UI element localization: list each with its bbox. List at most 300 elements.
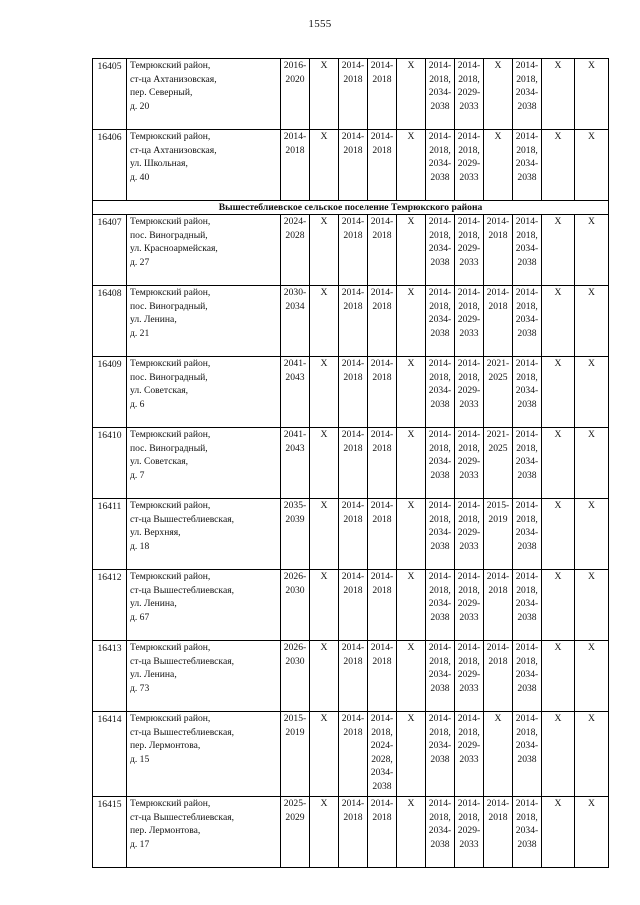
cell-c7 [426,357,455,428]
cell-line: 2014- [341,429,365,440]
cell-line: 2034- [428,243,452,255]
cell-c11 [542,797,575,868]
cell-c11 [542,215,575,286]
row-number: 16415 [93,797,127,868]
table-row [93,130,609,201]
cell-line: 2029- [457,385,481,397]
cell-line: Х [407,131,415,142]
cell-c6 [397,286,426,357]
cell-c7 [426,570,455,641]
cell-line: Х [494,713,502,724]
cell-line: 2029- [457,243,481,255]
cell-c4 [339,570,368,641]
cell-line: 2018, [458,811,480,823]
cell-line: 2014- [457,358,481,369]
cell-c12 [575,215,609,286]
cell-c4 [339,797,368,868]
cell-line: 2018 [343,726,363,738]
cell-line: 2014- [370,60,394,71]
cell-line: Х [320,358,328,369]
cell-line: 2018, [458,229,480,241]
cell-line: 2014- [428,500,452,511]
cell-line: Темрюкский район, [130,131,211,142]
cell-line: 2030- [283,287,307,298]
cell-line: 2018, [516,442,538,454]
cell-line: 2034- [515,825,539,837]
cell-c3 [310,641,339,712]
cell-line: 2033 [459,611,479,623]
cell-line: 2038 [517,611,537,623]
cell-line: 2018 [488,584,508,596]
cell-period [281,357,310,428]
cell-line: д. 7 [130,469,145,481]
cell-c8 [455,130,484,201]
cell-c5 [368,641,397,712]
cell-line: ст-ца Вышестеблиевская, [130,513,235,525]
table-row [93,286,609,357]
cell-c11 [542,428,575,499]
cell-c5 [368,499,397,570]
cell-line: 2014- [370,287,394,298]
cell-line: 2034- [515,527,539,539]
cell-line: Х [320,216,328,227]
cell-line: 2025- [283,798,307,809]
cell-line: Темрюкский район, [130,358,211,369]
cell-c6 [397,215,426,286]
cell-line: ул. Красноармейская, [130,243,218,255]
cell-line: 2034- [428,314,452,326]
housing-repair-schedule-table [92,58,609,868]
cell-line: д. 6 [130,398,145,410]
cell-c4 [339,712,368,797]
cell-line: 2014- [428,642,452,653]
cell-line: 2038 [517,540,537,552]
cell-line: 2034 [285,300,305,312]
cell-line: ул. Советская, [130,385,189,397]
cell-period [281,797,310,868]
cell-line: Х [320,642,328,653]
cell-line: 2030 [285,584,305,596]
cell-line: 2018, [516,371,538,383]
cell-line: 2014- [428,798,452,809]
cell-line: 2014- [457,429,481,440]
page-number: 1555 [308,18,332,30]
cell-line: Х [407,216,415,227]
cell-line: Х [320,571,328,582]
cell-line: 2014- [370,713,394,724]
cell-c12 [575,130,609,201]
cell-line: 2030 [285,655,305,667]
cell-c7 [426,797,455,868]
cell-line: 2018, [516,144,538,156]
cell-line: 2038 [430,838,450,850]
cell-line: Х [588,358,595,369]
cell-line: 2018, [429,371,451,383]
cell-c9 [484,499,513,570]
cell-line: 2018 [372,300,392,312]
cell-c11 [542,570,575,641]
cell-line: 2024- [283,216,307,227]
cell-line: 2038 [517,838,537,850]
cell-line: Х [494,131,502,142]
cell-c9 [484,797,513,868]
cell-line: 2014- [428,287,452,298]
cell-line: Х [554,358,562,369]
cell-line: Темрюкский район, [130,429,211,440]
cell-line: Х [554,60,562,71]
cell-c9 [484,570,513,641]
cell-line: ст-ца Ахтанизовская, [130,73,217,85]
cell-line: 2034- [428,87,452,99]
cell-line: д. 73 [130,682,150,694]
cell-c6 [397,712,426,797]
cell-line: 2018 [372,584,392,596]
row-address [127,712,281,797]
cell-line: 2034- [370,767,394,779]
cell-line: ст-ца Вышестеблиевская, [130,726,235,738]
cell-line: 2018 [488,300,508,312]
cell-line: 2033 [459,838,479,850]
section-header-row [93,201,609,215]
cell-line: 2038 [430,256,450,268]
row-address [127,428,281,499]
cell-line: 2018 [343,655,363,667]
table-row [93,428,609,499]
cell-c8 [455,428,484,499]
cell-period [281,641,310,712]
cell-period [281,59,310,130]
cell-period [281,215,310,286]
cell-c12 [575,357,609,428]
cell-c9 [484,712,513,797]
row-number: 16412 [93,570,127,641]
cell-line: Х [407,500,415,511]
cell-line: 2014- [370,131,394,142]
cell-line: ст-ца Вышестеблиевская, [130,655,235,667]
cell-line: 2018 [343,513,363,525]
cell-line: 2029- [457,527,481,539]
cell-line: 2033 [459,256,479,268]
cell-line: Х [554,798,562,809]
cell-line: 2029- [457,158,481,170]
cell-line: Х [588,500,595,511]
row-number: 16407 [93,215,127,286]
cell-c9 [484,286,513,357]
cell-line: 2014- [515,216,539,227]
cell-line: 2019 [285,726,305,738]
cell-line: 2034- [428,456,452,468]
row-address [127,797,281,868]
cell-line: пос. Виноградный, [130,442,208,454]
table-row [93,570,609,641]
cell-line: 2014- [486,642,510,653]
cell-c10 [513,357,542,428]
cell-c12 [575,428,609,499]
cell-line: 2014- [457,642,481,653]
cell-c3 [310,130,339,201]
cell-c11 [542,130,575,201]
cell-line: 2029- [457,825,481,837]
cell-line: 2014- [428,60,452,71]
cell-line: 2038 [372,780,392,792]
cell-line: ст-ца Вышестеблиевская, [130,811,235,823]
cell-line: 2014- [428,713,452,724]
cell-line: 2034- [428,527,452,539]
cell-line: 2014- [457,287,481,298]
row-number: 16406 [93,130,127,201]
cell-period [281,130,310,201]
cell-c4 [339,286,368,357]
cell-line: д. 18 [130,540,150,552]
cell-c4 [339,641,368,712]
cell-line: 2034- [428,598,452,610]
cell-line: 2018 [488,655,508,667]
cell-line: 2015- [283,713,307,724]
cell-line: 2034- [515,456,539,468]
cell-c9 [484,130,513,201]
cell-line: 2014- [515,131,539,142]
cell-line: 2014- [515,287,539,298]
cell-line: 2018, [516,726,538,738]
cell-line: 2038 [517,682,537,694]
cell-line: 2029- [457,598,481,610]
cell-line: 2018, [429,584,451,596]
cell-c4 [339,357,368,428]
cell-line: 2014- [457,60,481,71]
cell-period [281,712,310,797]
cell-line: 2033 [459,753,479,765]
cell-line: 2018 [343,229,363,241]
cell-line: 2014- [341,216,365,227]
cell-line: Темрюкский район, [130,500,211,511]
cell-line: 2038 [430,327,450,339]
cell-period [281,499,310,570]
cell-line: Темрюкский район, [130,798,211,809]
cell-line: Х [588,642,595,653]
cell-line: 2041- [283,429,307,440]
cell-line: Х [554,287,562,298]
cell-line: 2018, [458,726,480,738]
cell-line: 2034- [428,825,452,837]
cell-line: 2014- [283,131,307,142]
cell-line: Х [554,216,562,227]
cell-line: 2015- [486,500,510,511]
cell-c10 [513,130,542,201]
cell-c5 [368,712,397,797]
cell-line: 2014- [428,131,452,142]
cell-c6 [397,797,426,868]
row-number: 16413 [93,641,127,712]
cell-line: 2018, [516,300,538,312]
cell-c6 [397,357,426,428]
cell-period [281,286,310,357]
cell-line: 2038 [517,469,537,481]
cell-line: 2018 [343,73,363,85]
row-address [127,357,281,428]
cell-line: 2018 [372,371,392,383]
cell-line: Темрюкский район, [130,216,211,227]
cell-line: 2018 [343,442,363,454]
cell-c5 [368,215,397,286]
cell-line: Х [554,131,562,142]
cell-line: 2018, [516,229,538,241]
cell-line: 2034- [515,385,539,397]
cell-line: д. 67 [130,611,150,623]
cell-c6 [397,641,426,712]
cell-c7 [426,130,455,201]
cell-line: 2018, [458,371,480,383]
cell-line: 2018 [372,513,392,525]
cell-line: Х [588,571,595,582]
cell-line: 2038 [430,540,450,552]
cell-c8 [455,712,484,797]
cell-line: 2014- [486,571,510,582]
cell-c4 [339,59,368,130]
cell-line: 2033 [459,682,479,694]
cell-line: 2014- [370,500,394,511]
cell-c10 [513,286,542,357]
table-row [93,641,609,712]
table-row [93,499,609,570]
cell-c12 [575,641,609,712]
cell-line: Х [320,713,328,724]
cell-c12 [575,499,609,570]
cell-line: 2038 [430,100,450,112]
cell-line: 2014- [515,60,539,71]
cell-line: Х [554,429,562,440]
cell-line: 2014- [457,216,481,227]
cell-line: 2043 [285,442,305,454]
cell-line: 2034- [515,87,539,99]
table-row [93,357,609,428]
cell-line: 2018, [516,811,538,823]
cell-line: 2018 [343,300,363,312]
cell-c5 [368,357,397,428]
cell-c8 [455,570,484,641]
cell-line: 2014- [428,429,452,440]
cell-line: 2029- [457,669,481,681]
cell-line: Темрюкский район, [130,571,211,582]
cell-line: 2014- [457,131,481,142]
cell-c3 [310,357,339,428]
cell-line: 2014- [370,571,394,582]
cell-line: 2038 [430,171,450,183]
cell-line: 2018, [458,442,480,454]
cell-c3 [310,570,339,641]
cell-line: 2026- [283,642,307,653]
cell-line: 2034- [428,740,452,752]
cell-c7 [426,499,455,570]
cell-line: 2018, [458,144,480,156]
cell-line: Х [320,798,328,809]
cell-line: 2018 [372,811,392,823]
cell-c9 [484,641,513,712]
cell-line: 2029 [285,811,305,823]
cell-line: 2021- [486,358,510,369]
cell-line: 2014- [457,798,481,809]
cell-c12 [575,286,609,357]
cell-c9 [484,357,513,428]
cell-c10 [513,428,542,499]
cell-line: 2014- [515,429,539,440]
cell-line: пер. Лермонтова, [130,740,201,752]
cell-line: 2038 [517,753,537,765]
cell-line: ул. Советская, [130,456,189,468]
cell-line: 2034- [515,598,539,610]
cell-line: 2025 [488,371,508,383]
cell-line: ул. Ленина, [130,314,177,326]
cell-line: 2018, [516,655,538,667]
cell-c3 [310,215,339,286]
cell-c5 [368,428,397,499]
cell-line: ст-ца Вышестеблиевская, [130,584,235,596]
cell-line: д. 27 [130,256,150,268]
cell-c5 [368,797,397,868]
cell-line: 2014- [370,429,394,440]
cell-line: 2018, [429,442,451,454]
cell-c7 [426,286,455,357]
cell-line: 2029- [457,87,481,99]
cell-c10 [513,570,542,641]
row-number: 16405 [93,59,127,130]
cell-line: 2038 [517,256,537,268]
cell-line: 2014- [341,500,365,511]
table-row [93,797,609,868]
cell-line: ул. Школьная, [130,158,188,170]
cell-line: 2018 [285,144,305,156]
cell-line: 2014- [515,798,539,809]
cell-c11 [542,499,575,570]
cell-line: Х [588,429,595,440]
cell-c8 [455,215,484,286]
cell-c11 [542,59,575,130]
cell-line: 2033 [459,398,479,410]
cell-line: 2014- [486,216,510,227]
cell-c11 [542,641,575,712]
cell-c8 [455,286,484,357]
cell-c5 [368,286,397,357]
cell-line: ст-ца Ахтанизовская, [130,144,217,156]
cell-line: 2034- [515,669,539,681]
cell-line: Х [588,287,595,298]
cell-c10 [513,59,542,130]
cell-line: 2018 [372,229,392,241]
cell-line: 2018 [343,584,363,596]
cell-line: д. 15 [130,753,150,765]
cell-line: 2033 [459,469,479,481]
cell-line: 2038 [517,171,537,183]
cell-line: 2020 [285,73,305,85]
cell-line: д. 40 [130,171,150,183]
cell-line: 2016- [283,60,307,71]
cell-line: 2034- [428,669,452,681]
cell-line: 2041- [283,358,307,369]
cell-c11 [542,712,575,797]
cell-c12 [575,570,609,641]
cell-line: 2033 [459,540,479,552]
cell-line: Х [407,713,415,724]
cell-c8 [455,59,484,130]
cell-line: Х [588,713,595,724]
cell-line: 2033 [459,100,479,112]
cell-line: 2038 [430,682,450,694]
cell-line: 2029- [457,314,481,326]
cell-line: Х [588,60,595,71]
cell-line: пер. Северный, [130,87,193,99]
cell-line: Х [407,571,415,582]
cell-c12 [575,797,609,868]
cell-line: 2038 [430,753,450,765]
